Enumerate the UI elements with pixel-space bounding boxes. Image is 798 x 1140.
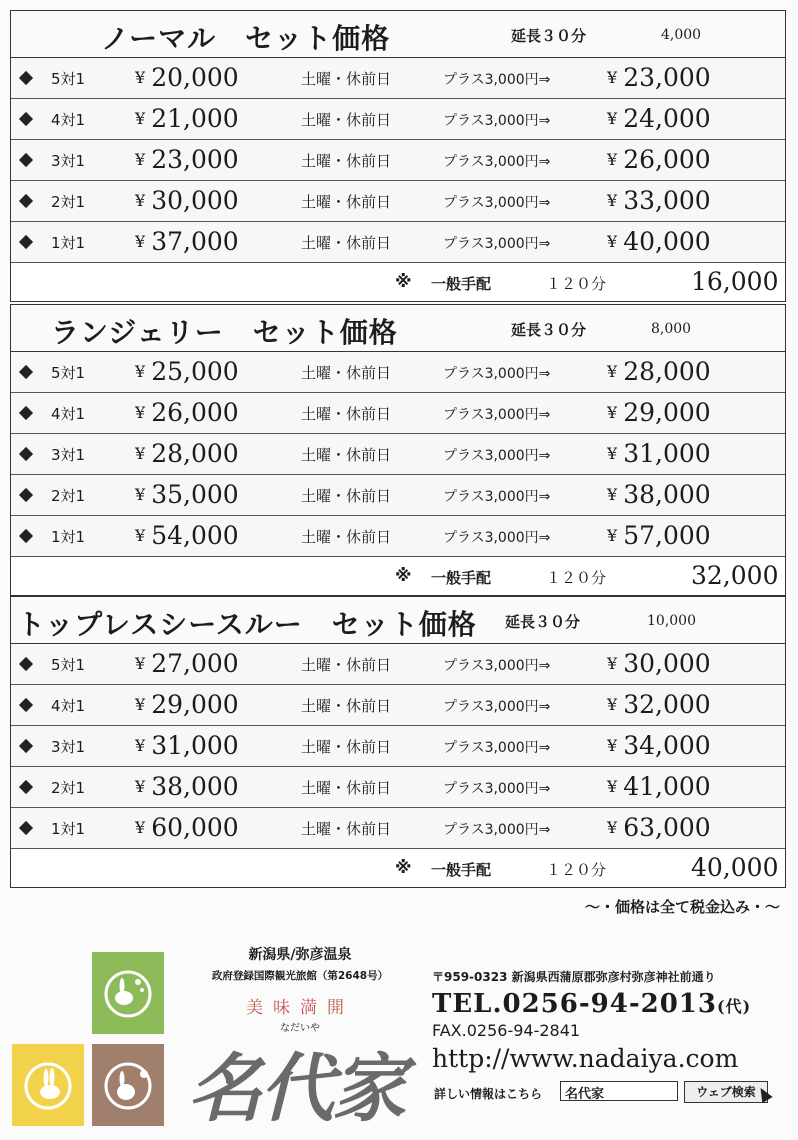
ratio-label: 3対1 bbox=[51, 152, 86, 170]
base-price-value: 28,000 bbox=[151, 439, 239, 468]
search-label: 詳しい情報はこちら bbox=[434, 1087, 543, 1101]
brown-rabbit-tile bbox=[92, 1044, 164, 1126]
yen-symbol: ¥ bbox=[607, 68, 618, 87]
weekend-price bbox=[607, 690, 711, 719]
ratio-label: 1対1 bbox=[51, 234, 86, 252]
yen-symbol: ¥ bbox=[607, 150, 618, 169]
weekend-label: 土曜・休前日 bbox=[301, 820, 392, 838]
section-header bbox=[11, 11, 785, 58]
yen-symbol: ¥ bbox=[607, 444, 618, 463]
surcharge-label: プラス3,000円⇒ bbox=[443, 530, 551, 546]
diamond-bullet-icon bbox=[19, 739, 33, 753]
ratio-label: 2対1 bbox=[51, 779, 86, 797]
base-price bbox=[135, 480, 239, 509]
base-price bbox=[135, 521, 239, 550]
price-row bbox=[11, 808, 785, 849]
diamond-bullet-icon bbox=[19, 365, 33, 379]
yen-symbol: ¥ bbox=[135, 485, 146, 504]
weekend-price-value: 57,000 bbox=[623, 521, 711, 550]
base-price bbox=[135, 63, 239, 92]
diamond-bullet-icon bbox=[19, 71, 33, 85]
ratio-label: 5対1 bbox=[51, 70, 86, 88]
weekend-price bbox=[607, 480, 711, 509]
surcharge-label: プラス3,000円⇒ bbox=[443, 195, 551, 211]
base-price-value: 31,000 bbox=[151, 731, 239, 760]
weekend-price-value: 28,000 bbox=[623, 357, 711, 386]
yen-symbol: ¥ bbox=[607, 109, 618, 128]
weekend-price-value: 23,000 bbox=[623, 63, 711, 92]
surcharge-label: プラス3,000円⇒ bbox=[443, 740, 551, 756]
diamond-bullet-icon bbox=[19, 153, 33, 167]
web-search-button[interactable]: ウェブ検索 bbox=[684, 1081, 768, 1103]
rabbit-icon bbox=[12, 1044, 84, 1126]
ratio-label: 5対1 bbox=[51, 656, 86, 674]
price-section-lingerie bbox=[10, 304, 786, 596]
base-price-value: 29,000 bbox=[151, 690, 239, 719]
rabbit-icon bbox=[92, 952, 164, 1034]
weekend-label: 土曜・休前日 bbox=[301, 697, 392, 715]
yen-symbol: ¥ bbox=[135, 150, 146, 169]
yen-symbol: ¥ bbox=[135, 403, 146, 422]
note-mark: ※ bbox=[395, 566, 412, 586]
price-row bbox=[11, 99, 785, 140]
section-header bbox=[11, 597, 785, 644]
weekend-label: 土曜・休前日 bbox=[301, 152, 392, 170]
rabbit-icon bbox=[92, 1044, 164, 1126]
weekend-price-value: 26,000 bbox=[623, 145, 711, 174]
surcharge-label: プラス3,000円⇒ bbox=[443, 699, 551, 715]
weekend-price-value: 34,000 bbox=[623, 731, 711, 760]
price-row bbox=[11, 352, 785, 393]
weekend-price bbox=[607, 186, 711, 215]
price-row bbox=[11, 222, 785, 263]
ratio-label: 2対1 bbox=[51, 193, 86, 211]
weekend-price bbox=[607, 731, 711, 760]
yen-symbol: ¥ bbox=[607, 403, 618, 422]
inn-kana: なだいや bbox=[280, 1023, 320, 1034]
weekend-label: 土曜・休前日 bbox=[301, 779, 392, 797]
price-row bbox=[11, 434, 785, 475]
weekend-price bbox=[607, 521, 711, 550]
yen-symbol: ¥ bbox=[135, 232, 146, 251]
base-price-value: 35,000 bbox=[151, 480, 239, 509]
yen-symbol: ¥ bbox=[607, 485, 618, 504]
diamond-bullet-icon bbox=[19, 698, 33, 712]
weekend-price bbox=[607, 63, 711, 92]
yen-symbol: ¥ bbox=[607, 695, 618, 714]
base-price-value: 27,000 bbox=[151, 649, 239, 678]
section-footer bbox=[11, 849, 785, 887]
yen-symbol: ¥ bbox=[607, 526, 618, 545]
weekend-label: 土曜・休前日 bbox=[301, 738, 392, 756]
footer-duration: １２０分 bbox=[546, 275, 607, 293]
base-price bbox=[135, 145, 239, 174]
price-row bbox=[11, 685, 785, 726]
yen-symbol: ¥ bbox=[607, 777, 618, 796]
base-price-value: 25,000 bbox=[151, 357, 239, 386]
weekend-price-value: 30,000 bbox=[623, 649, 711, 678]
section-title: ランジェリー セット価格 bbox=[51, 316, 398, 349]
inn-registration: 政府登録国際観光旅館（第2648号） bbox=[211, 970, 389, 982]
green-rabbit-tile bbox=[92, 952, 164, 1034]
base-price-value: 37,000 bbox=[151, 227, 239, 256]
base-price bbox=[135, 813, 239, 842]
price-row bbox=[11, 767, 785, 808]
surcharge-label: プラス3,000円⇒ bbox=[443, 822, 551, 838]
diamond-bullet-icon bbox=[19, 780, 33, 794]
weekend-price-value: 33,000 bbox=[623, 186, 711, 215]
footer-price: 32,000 bbox=[691, 561, 779, 590]
extension-price: 4,000 bbox=[661, 27, 702, 43]
price-row bbox=[11, 181, 785, 222]
base-price bbox=[135, 227, 239, 256]
section-footer bbox=[11, 557, 785, 595]
yen-symbol: ¥ bbox=[135, 695, 146, 714]
weekend-price-value: 41,000 bbox=[623, 772, 711, 801]
weekend-price bbox=[607, 357, 711, 386]
yellow-rabbit-tile bbox=[12, 1044, 84, 1126]
ratio-label: 4対1 bbox=[51, 111, 86, 129]
inn-tagline: 美味満開 bbox=[246, 998, 354, 1018]
yen-symbol: ¥ bbox=[607, 736, 618, 755]
section-title: ノーマル セット価格 bbox=[101, 22, 391, 55]
surcharge-label: プラス3,000円⇒ bbox=[443, 781, 551, 797]
diamond-bullet-icon bbox=[19, 235, 33, 249]
weekend-price-value: 24,000 bbox=[623, 104, 711, 133]
surcharge-label: プラス3,000円⇒ bbox=[443, 236, 551, 252]
base-price bbox=[135, 357, 239, 386]
yen-symbol: ¥ bbox=[135, 109, 146, 128]
weekend-label: 土曜・休前日 bbox=[301, 487, 392, 505]
base-price-value: 54,000 bbox=[151, 521, 239, 550]
tel-suffix: (代) bbox=[717, 997, 752, 1016]
ratio-label: 4対1 bbox=[51, 697, 86, 715]
telephone bbox=[432, 989, 782, 1019]
base-price bbox=[135, 731, 239, 760]
price-row bbox=[11, 475, 785, 516]
weekend-label: 土曜・休前日 bbox=[301, 656, 392, 674]
weekend-price bbox=[607, 439, 711, 468]
weekend-price bbox=[607, 227, 711, 256]
weekend-price bbox=[607, 104, 711, 133]
website-url[interactable]: http://www.nadaiya.com bbox=[432, 1044, 739, 1073]
footer-label: 一般手配 bbox=[431, 275, 492, 293]
yen-symbol: ¥ bbox=[135, 526, 146, 545]
extension-label: 延長３０分 bbox=[511, 321, 587, 339]
base-price bbox=[135, 690, 239, 719]
surcharge-label: プラス3,000円⇒ bbox=[443, 407, 551, 423]
section-header bbox=[11, 305, 785, 352]
yen-symbol: ¥ bbox=[135, 654, 146, 673]
footer-label: 一般手配 bbox=[431, 861, 492, 879]
yen-symbol: ¥ bbox=[135, 191, 146, 210]
inn-info bbox=[190, 944, 410, 1034]
weekend-label: 土曜・休前日 bbox=[301, 111, 392, 129]
weekend-label: 土曜・休前日 bbox=[301, 446, 392, 464]
search-input[interactable]: 名代家 bbox=[560, 1081, 678, 1101]
yen-symbol: ¥ bbox=[607, 232, 618, 251]
ratio-label: 2対1 bbox=[51, 487, 86, 505]
weekend-price-value: 38,000 bbox=[623, 480, 711, 509]
price-section-normal bbox=[10, 10, 786, 302]
surcharge-label: プラス3,000円⇒ bbox=[443, 366, 551, 382]
base-price-value: 60,000 bbox=[151, 813, 239, 842]
search-bar bbox=[432, 1081, 782, 1105]
extension-label: 延長３０分 bbox=[511, 27, 587, 45]
note-mark: ※ bbox=[395, 858, 412, 878]
base-price bbox=[135, 104, 239, 133]
weekend-price-value: 63,000 bbox=[623, 813, 711, 842]
yen-symbol: ¥ bbox=[135, 68, 146, 87]
footer-duration: １２０分 bbox=[546, 861, 607, 879]
extension-label: 延長３０分 bbox=[505, 613, 581, 631]
tel-number: TEL.0256-94-2013 bbox=[432, 989, 717, 1019]
base-price bbox=[135, 649, 239, 678]
surcharge-label: プラス3,000円⇒ bbox=[443, 489, 551, 505]
diamond-bullet-icon bbox=[19, 821, 33, 835]
weekend-label: 土曜・休前日 bbox=[301, 70, 392, 88]
price-row bbox=[11, 393, 785, 434]
footer-price: 16,000 bbox=[691, 267, 779, 296]
surcharge-label: プラス3,000円⇒ bbox=[443, 448, 551, 464]
weekend-price-value: 40,000 bbox=[623, 227, 711, 256]
ratio-label: 4対1 bbox=[51, 405, 86, 423]
base-price bbox=[135, 439, 239, 468]
diamond-bullet-icon bbox=[19, 194, 33, 208]
tax-note: ～・価格は全て税金込み・～ bbox=[584, 898, 780, 916]
surcharge-label: プラス3,000円⇒ bbox=[443, 658, 551, 674]
ratio-label: 3対1 bbox=[51, 738, 86, 756]
weekend-price bbox=[607, 145, 711, 174]
inn-location: 新潟県/弥彦温泉 bbox=[248, 947, 352, 963]
base-price-value: 23,000 bbox=[151, 145, 239, 174]
diamond-bullet-icon bbox=[19, 406, 33, 420]
yen-symbol: ¥ bbox=[135, 818, 146, 837]
inn-logo-name: 名代家 bbox=[188, 1046, 404, 1132]
base-price bbox=[135, 772, 239, 801]
diamond-bullet-icon bbox=[19, 657, 33, 671]
diamond-bullet-icon bbox=[19, 488, 33, 502]
yen-symbol: ¥ bbox=[607, 191, 618, 210]
section-footer bbox=[11, 263, 785, 301]
yen-symbol: ¥ bbox=[607, 362, 618, 381]
note-mark: ※ bbox=[395, 272, 412, 292]
weekend-price-value: 29,000 bbox=[623, 398, 711, 427]
weekend-price-value: 32,000 bbox=[623, 690, 711, 719]
ratio-label: 1対1 bbox=[51, 528, 86, 546]
footer-price: 40,000 bbox=[691, 853, 779, 882]
weekend-label: 土曜・休前日 bbox=[301, 528, 392, 546]
footer-duration: １２０分 bbox=[546, 569, 607, 587]
ratio-label: 1対1 bbox=[51, 820, 86, 838]
price-row bbox=[11, 644, 785, 685]
yen-symbol: ¥ bbox=[135, 362, 146, 381]
base-price-value: 21,000 bbox=[151, 104, 239, 133]
yen-symbol: ¥ bbox=[135, 777, 146, 796]
yen-symbol: ¥ bbox=[607, 818, 618, 837]
address: 〒959-0323 新潟県西蒲原郡弥彦村弥彦神社前通り bbox=[432, 970, 716, 984]
surcharge-label: プラス3,000円⇒ bbox=[443, 113, 551, 129]
base-price-value: 20,000 bbox=[151, 63, 239, 92]
section-title: トップレスシースルー セット価格 bbox=[17, 608, 477, 641]
extension-price: 10,000 bbox=[647, 613, 696, 629]
weekend-price bbox=[607, 813, 711, 842]
weekend-price bbox=[607, 772, 711, 801]
price-row bbox=[11, 726, 785, 767]
diamond-bullet-icon bbox=[19, 112, 33, 126]
weekend-label: 土曜・休前日 bbox=[301, 364, 392, 382]
yen-symbol: ¥ bbox=[135, 444, 146, 463]
ratio-label: 5対1 bbox=[51, 364, 86, 382]
weekend-price-value: 31,000 bbox=[623, 439, 711, 468]
contact-info bbox=[432, 968, 782, 1105]
diamond-bullet-icon bbox=[19, 447, 33, 461]
price-section-topless bbox=[10, 596, 786, 888]
diamond-bullet-icon bbox=[19, 529, 33, 543]
base-price-value: 26,000 bbox=[151, 398, 239, 427]
yen-symbol: ¥ bbox=[135, 736, 146, 755]
weekend-label: 土曜・休前日 bbox=[301, 234, 392, 252]
footer-label: 一般手配 bbox=[431, 569, 492, 587]
surcharge-label: プラス3,000円⇒ bbox=[443, 72, 551, 88]
base-price-value: 30,000 bbox=[151, 186, 239, 215]
base-price bbox=[135, 398, 239, 427]
surcharge-label: プラス3,000円⇒ bbox=[443, 154, 551, 170]
base-price-value: 38,000 bbox=[151, 772, 239, 801]
ratio-label: 3対1 bbox=[51, 446, 86, 464]
yen-symbol: ¥ bbox=[607, 654, 618, 673]
base-price bbox=[135, 186, 239, 215]
weekend-label: 土曜・休前日 bbox=[301, 193, 392, 211]
weekend-price bbox=[607, 398, 711, 427]
extension-price: 8,000 bbox=[651, 321, 692, 337]
price-row bbox=[11, 516, 785, 557]
weekend-label: 土曜・休前日 bbox=[301, 405, 392, 423]
weekend-price bbox=[607, 649, 711, 678]
price-row bbox=[11, 58, 785, 99]
price-row bbox=[11, 140, 785, 181]
fax: FAX.0256-94-2841 bbox=[432, 1021, 581, 1040]
